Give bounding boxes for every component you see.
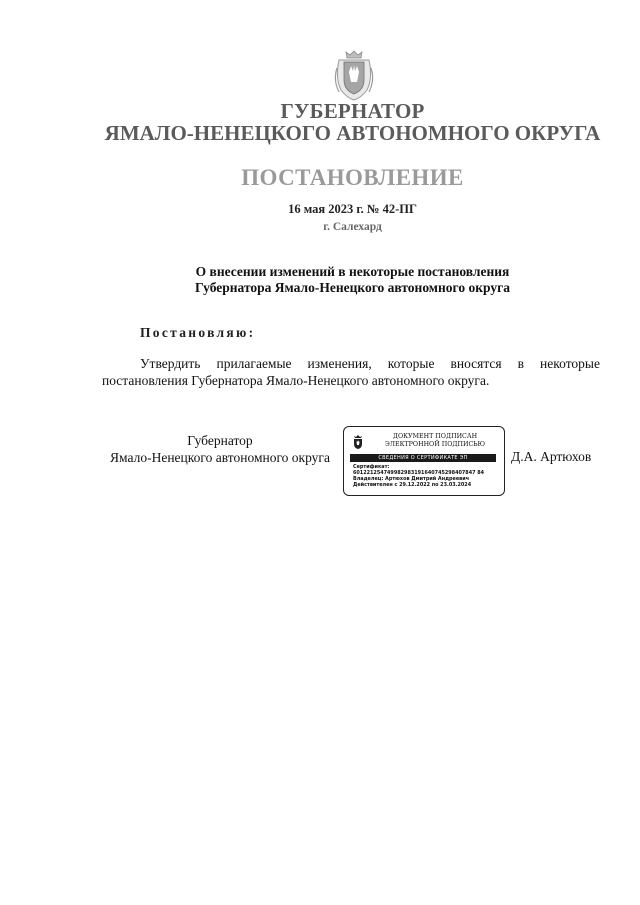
stamp-owner: Владелец: Артюхов Дмитрий Андреевич [353,476,470,482]
document-subject [0,264,640,296]
stamp-certificate-bar: СВЕДЕНИЯ О СЕРТИФИКАТЕ ЭП [350,454,496,462]
decree-word: Постановляю: [140,325,256,340]
document-date-number: 16 мая 2023 г. № 42-ПГ [288,202,417,216]
header-title-region: ЯМАЛО-НЕНЕЦКОГО АВТОНОМНОГО ОКРУГА [104,121,601,145]
document-type: ПОСТАНОВЛЕНИЕ [241,165,464,190]
signatory-position [100,432,340,466]
stamp-cert-label: Сертификат: [353,464,390,470]
subject-line-2: Губернатора Ямало-Ненецкого автономного округа [195,280,510,295]
signatory-position-line-1: Губернатор [187,433,253,448]
signatory-name: Д.А. Артюхов [511,449,592,464]
stamp-emblem-icon [352,434,364,450]
coat-of-arms-emblem [331,48,377,102]
stamp-validity: Действителен с 29.12.2022 по 23.03.2024 [353,482,472,488]
subject-line-1: О внесении изменений в некоторые постановления [195,264,510,279]
header-title-governor: ГУБЕРНАТОР [280,99,425,123]
stamp-heading-line-1: ДОКУМЕНТ ПОДПИСАН [392,433,478,440]
stamp-heading-line-2: ЭЛЕКТРОННОЙ ПОДПИСЬЮ [384,441,486,448]
signatory-position-line-2: Ямало-Ненецкого автономного округа [110,450,330,465]
document-city: г. Салехард [323,221,382,233]
stamp-cert-number: 601221254749982983191640745298407847 84 [353,470,485,476]
electronic-signature-stamp [343,426,505,496]
document-body: Утвердить прилагаемые изменения, которые вносятся в некоторые постановления Губернатора Ямало-Ненецкого автономного округа. [102,356,600,388]
